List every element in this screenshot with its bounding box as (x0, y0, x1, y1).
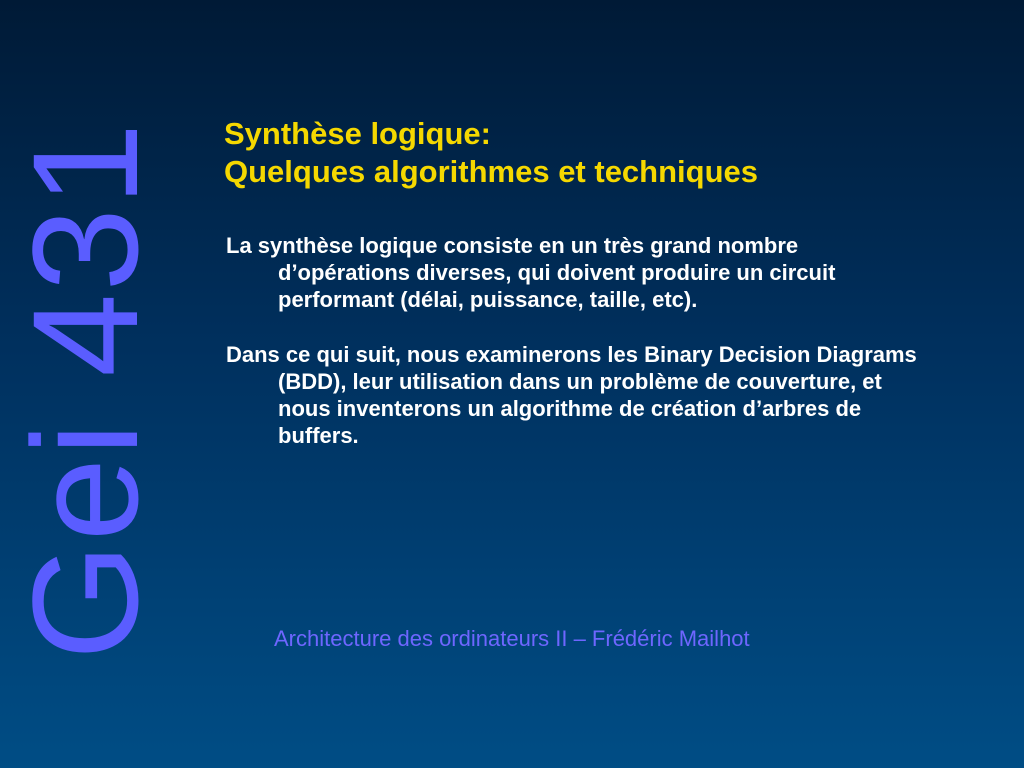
paragraph-outline: Dans ce qui suit, nous examinerons les Binary Decision Diagrams (BDD), leur utilisation dans un problème de couverture, et nous inventerons un algorithme de création d’arbres de buffers. (226, 342, 917, 448)
slide-footer: Architecture des ordinateurs II – Frédéric Mailhot (274, 626, 750, 651)
slide-body (226, 232, 926, 477)
paragraph-intro: La synthèse logique consiste en un très grand nombre d’opérations diverses, qui doivent produire un circuit performant (délai, puissance, taille, etc). (226, 233, 836, 312)
slide-title (224, 115, 758, 191)
slide-title-line1: Synthèse logique: (224, 116, 491, 151)
course-code-banner (1, 0, 178, 768)
course-code-text: Gei 431 (1, 120, 169, 660)
slide-title-line2: Quelques algorithmes et techniques (224, 154, 759, 189)
